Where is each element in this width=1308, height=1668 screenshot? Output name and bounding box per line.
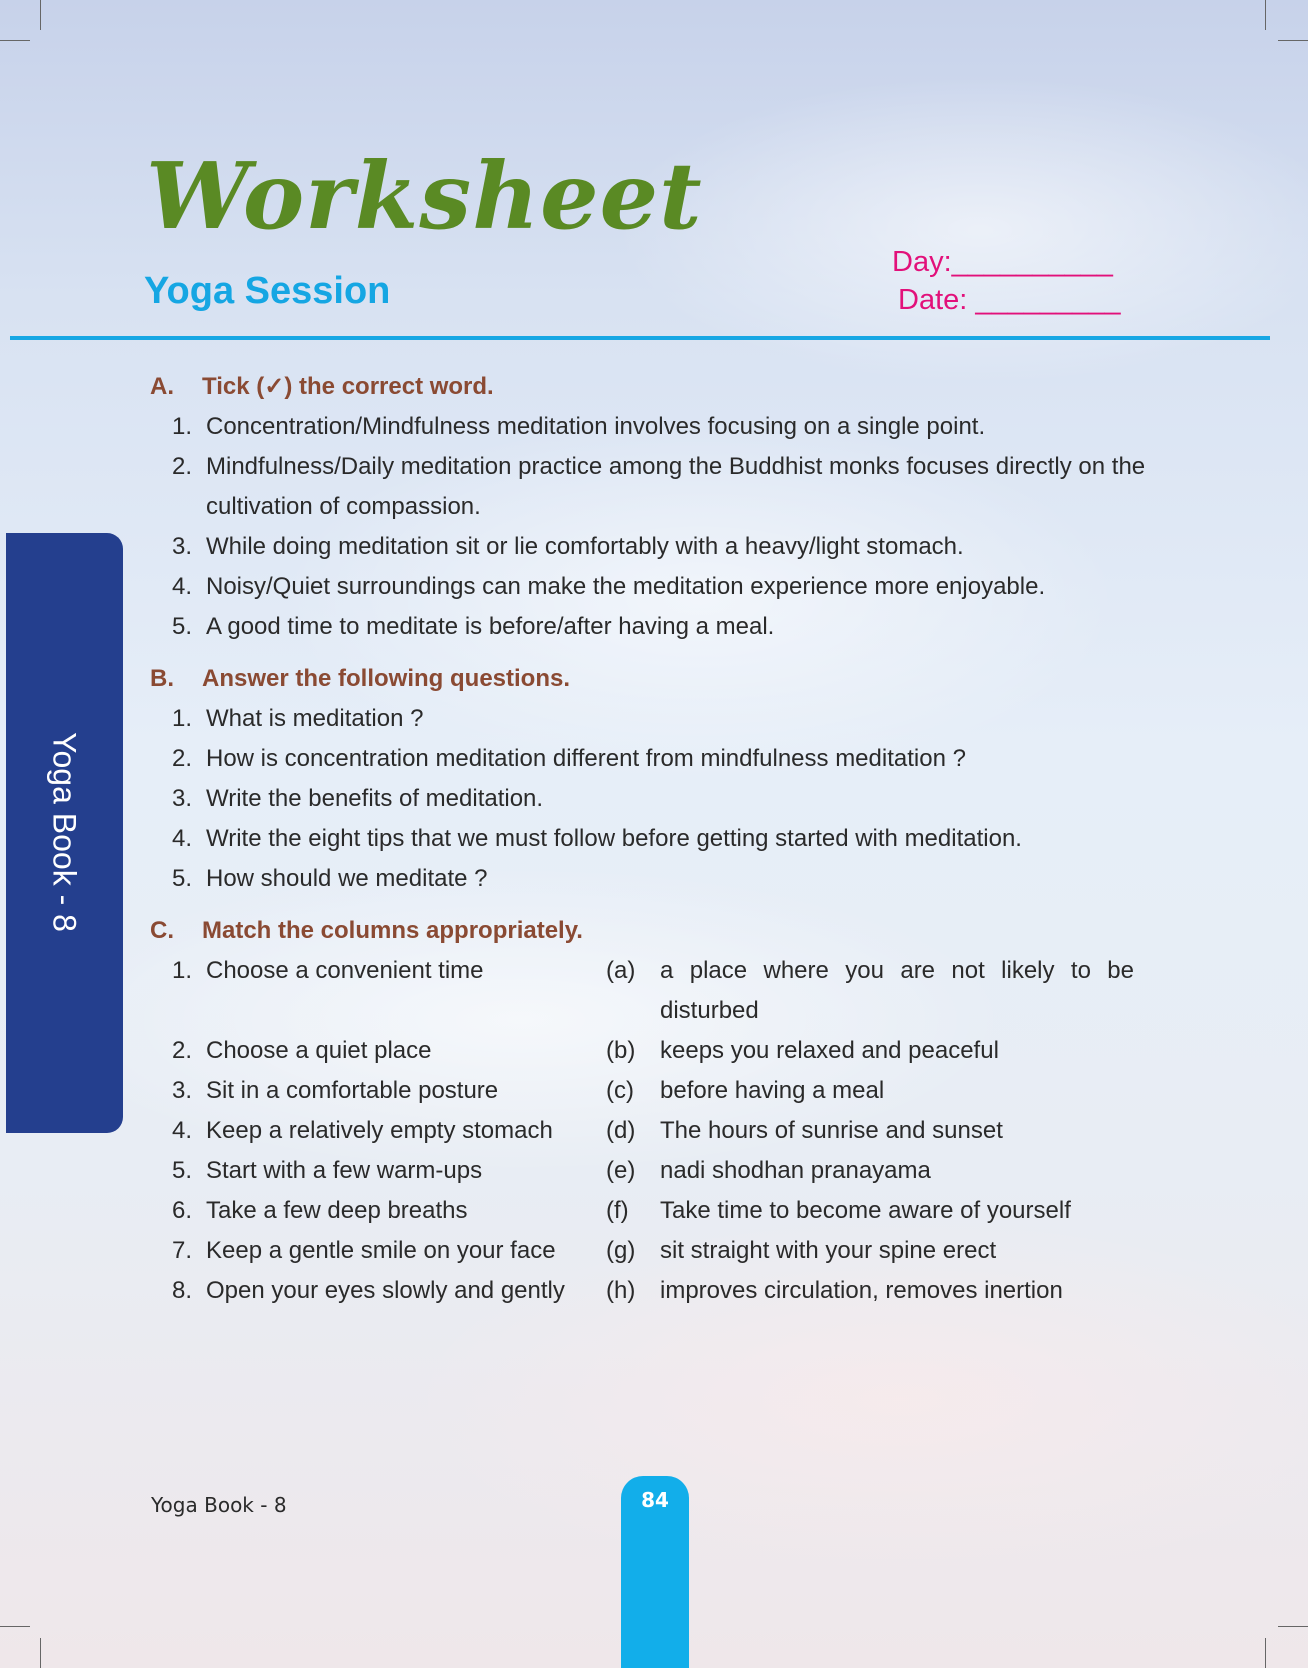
match-row — [150, 1191, 1134, 1231]
footer-book-label: Yoga Book - 8 — [151, 1493, 287, 1517]
section-c-heading — [150, 916, 583, 946]
item-text: Mindfulness/Daily meditation practice among the Buddhist monks focuses directly on the cultivation of compassion. — [206, 453, 1146, 520]
item-number: 2. — [171, 453, 192, 480]
match-left: Start with a few warm-ups — [206, 1157, 483, 1184]
match-right: nadi shodhan pranayama — [660, 1157, 931, 1184]
item-text: How is concentration meditation different from mindfulness meditation ? — [206, 745, 966, 772]
item-text: Write the eight tips that we must follow before getting started with meditation. — [206, 825, 1022, 852]
match-letter: (a) — [606, 957, 636, 984]
crop-mark — [1265, 0, 1266, 30]
match-left: Keep a gentle smile on your face — [206, 1237, 556, 1264]
list-item — [150, 739, 1156, 779]
item-number: 5. — [171, 613, 192, 640]
item-number: 4. — [171, 1117, 192, 1144]
list-item — [150, 567, 1156, 607]
match-row — [150, 1031, 1134, 1071]
page-number: 84 — [641, 1488, 669, 1512]
section-letter: A. — [150, 373, 174, 400]
item-number: 5. — [171, 865, 192, 892]
match-left: Keep a relatively empty stomach — [206, 1117, 553, 1144]
item-number: 3. — [171, 1077, 192, 1104]
crop-mark — [0, 40, 30, 41]
match-left: Sit in a comfortable posture — [206, 1077, 499, 1104]
item-text: Noisy/Quiet surroundings can make the meditation experience more enjoyable. — [206, 573, 1046, 600]
section-letter: C. — [150, 917, 174, 944]
item-number: 1. — [171, 957, 192, 984]
item-text: Write the benefits of meditation. — [206, 785, 544, 812]
match-right: improves circulation, removes inertion — [660, 1277, 1063, 1304]
match-left: Take a few deep breaths — [206, 1197, 468, 1224]
list-item — [150, 859, 1156, 899]
item-number: 3. — [171, 785, 192, 812]
match-left: Open your eyes slowly and gently — [206, 1277, 565, 1304]
match-letter: (h) — [606, 1277, 636, 1304]
match-right: sit straight with your spine erect — [660, 1237, 997, 1264]
header-divider — [10, 336, 1270, 340]
section-b-heading — [150, 664, 570, 694]
item-number: 1. — [171, 413, 192, 440]
match-letter: (b) — [606, 1037, 636, 1064]
side-tab-label: Yoga Book - 8 — [46, 732, 83, 932]
item-number: 4. — [171, 825, 192, 852]
crop-mark — [1278, 40, 1308, 41]
item-number: 5. — [171, 1157, 192, 1184]
list-item — [150, 607, 1156, 647]
list-item — [150, 407, 1156, 447]
match-letter: (d) — [606, 1117, 636, 1144]
list-item — [150, 527, 1156, 567]
item-text: What is meditation ? — [206, 705, 424, 732]
crop-mark — [0, 1626, 30, 1627]
match-right: Take time to become aware of yourself — [660, 1197, 1071, 1224]
list-item — [150, 779, 1156, 819]
item-number: 2. — [171, 745, 192, 772]
crop-mark — [40, 1638, 41, 1668]
page-subtitle: Yoga Session — [144, 270, 391, 312]
match-letter: (f) — [606, 1197, 629, 1224]
section-title: Answer the following questions. — [202, 665, 571, 692]
item-number: 8. — [171, 1277, 192, 1304]
day-field: Day:__________ — [892, 246, 1113, 278]
item-number: 1. — [171, 705, 192, 732]
section-title: Tick (✓) the correct word. — [202, 373, 494, 400]
match-right: The hours of sunrise and sunset — [660, 1117, 1003, 1144]
item-text: Concentration/Mindfulness meditation involves focusing on a single point. — [206, 413, 986, 440]
item-text: How should we meditate ? — [206, 865, 488, 892]
match-letter: (g) — [606, 1237, 636, 1264]
item-number: 2. — [171, 1037, 192, 1064]
match-letter: (c) — [606, 1077, 634, 1104]
item-number: 6. — [171, 1197, 192, 1224]
match-left: Choose a quiet place — [206, 1037, 432, 1064]
match-left: Choose a convenient time — [206, 957, 484, 984]
page-number-tab — [621, 1476, 689, 1668]
item-number: 4. — [171, 573, 192, 600]
list-item — [150, 819, 1216, 859]
section-letter: B. — [150, 665, 174, 692]
crop-mark — [1265, 1638, 1266, 1668]
crop-mark — [1278, 1626, 1308, 1627]
match-row — [150, 1231, 1134, 1271]
item-text: A good time to meditate is before/after having a meal. — [206, 613, 775, 640]
match-letter: (e) — [606, 1157, 636, 1184]
item-text: While doing meditation sit or lie comfortably with a heavy/light stomach. — [206, 533, 964, 560]
match-right: keeps you relaxed and peaceful — [660, 1037, 999, 1064]
list-item — [150, 447, 1216, 527]
date-field: Date: _________ — [898, 284, 1121, 316]
match-row — [150, 951, 1134, 1031]
match-row — [150, 1271, 1134, 1311]
page-title: Worksheet — [146, 142, 703, 250]
match-row — [150, 1151, 1134, 1191]
section-a-heading — [150, 372, 494, 402]
list-item — [150, 699, 1156, 739]
crop-mark — [40, 0, 41, 30]
match-right: a place where you are not likely to be disturbed — [660, 957, 1134, 1024]
section-title: Match the columns appropriately. — [202, 917, 583, 944]
match-row — [150, 1111, 1134, 1151]
match-right: before having a meal — [660, 1077, 885, 1104]
match-row — [150, 1071, 1134, 1111]
item-number: 3. — [171, 533, 192, 560]
item-number: 7. — [171, 1237, 192, 1264]
